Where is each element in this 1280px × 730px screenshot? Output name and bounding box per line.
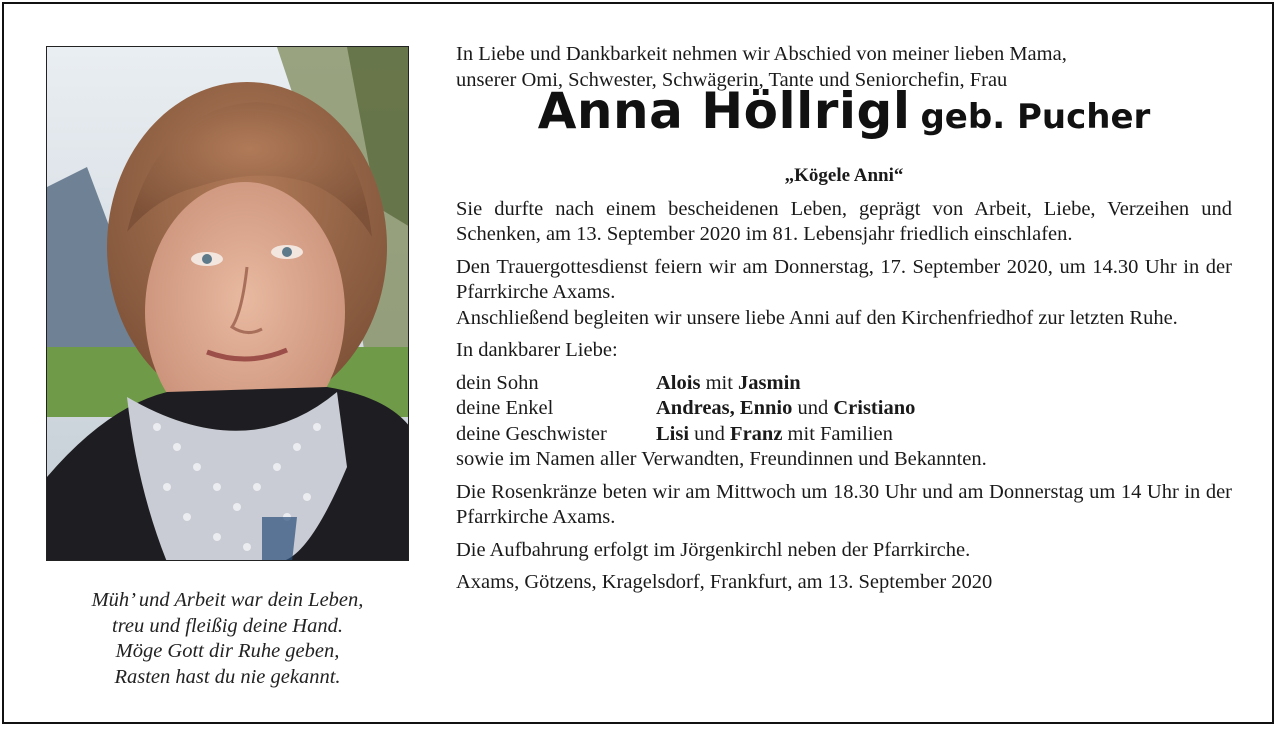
portrait-photo — [46, 46, 409, 561]
poem-line: Rasten hast du nie gekannt. — [114, 665, 341, 688]
deceased-name: Anna Höllrigl — [537, 82, 911, 140]
place-date: Axams, Götzens, Kragelsdorf, Frankfurt, am 13. September 2020 — [456, 571, 993, 593]
mourner-names — [656, 396, 915, 422]
mourners-list — [456, 371, 1232, 448]
mourner-names — [656, 422, 893, 448]
mourner-name: Franz — [730, 422, 783, 445]
mourner-row — [456, 396, 1232, 422]
mourners-outro: sowie im Namen aller Verwandten, Freundinnen und Bekannten. — [456, 448, 987, 470]
poem-line: Möge Gott dir Ruhe geben, — [115, 640, 340, 662]
mourner-row — [456, 422, 1232, 448]
mourner-connector: und — [792, 397, 834, 419]
poem-line: Müh’ und Arbeit war dein Leben, — [91, 589, 364, 611]
obituary-text — [456, 42, 1232, 603]
birth-name: geb. Pucher — [920, 97, 1151, 137]
rosary-paragraph: Die Rosenkränze beten wir am Mittwoch um 18.30 Uhr und am Donnerstag um 14 Uhr in der Pfarrkirche Axams. — [456, 480, 1232, 528]
poem-line: treu und fleißig deine Hand. — [112, 614, 343, 637]
mourner-relation: deine Enkel — [456, 397, 554, 419]
deceased-name-row — [456, 82, 1232, 161]
mourner-name: Jasmin — [738, 371, 801, 394]
mourner-name: Andreas, Ennio — [656, 397, 793, 419]
death-paragraph: Sie durfte nach einem bescheidenen Leben, geprägt von Arbeit, Liebe, Verzeihen und Schenken, am 13. September 2020 im 81. Lebensjahr friedlich einschlafen. — [456, 197, 1232, 245]
mourner-connector: und — [689, 422, 731, 445]
burial-paragraph: Anschließend begleiten wir unsere liebe Anni auf den Kirchenfriedhof zur letzten Ruhe. — [456, 306, 1178, 329]
mourner-name: Cristiano — [833, 397, 916, 419]
mourner-relation: dein Sohn — [456, 371, 539, 394]
service-paragraph: Den Trauergottesdienst feiern wir am Donnerstag, 17. September 2020, um 14.30 Uhr in der Pfarrkirche Axams. — [456, 255, 1232, 303]
mourner-name: Lisi — [656, 422, 690, 445]
mourners-intro: In dankbarer Liebe: — [456, 339, 618, 361]
mourner-connector: mit — [700, 371, 739, 394]
laying-out-paragraph: Die Aufbahrung erfolgt im Jörgenkirchl neben der Pfarrkirche. — [456, 538, 971, 561]
mourner-row — [456, 371, 1232, 397]
intro-line: In Liebe und Dankbarkeit nehmen wir Abschied von meiner lieben Mama, — [456, 43, 1067, 65]
nickname: „Kögele Anni“ — [784, 165, 904, 186]
mourner-relation: deine Geschwister — [456, 422, 607, 445]
mourner-names — [656, 371, 801, 397]
intro-line: unserer Omi, Schwester, Schwägerin, Tante und Seniorchefin, Frau — [456, 68, 1008, 91]
memorial-poem — [46, 588, 409, 690]
mourner-connector: mit Familien — [782, 422, 893, 445]
mourner-name: Alois — [656, 371, 701, 394]
